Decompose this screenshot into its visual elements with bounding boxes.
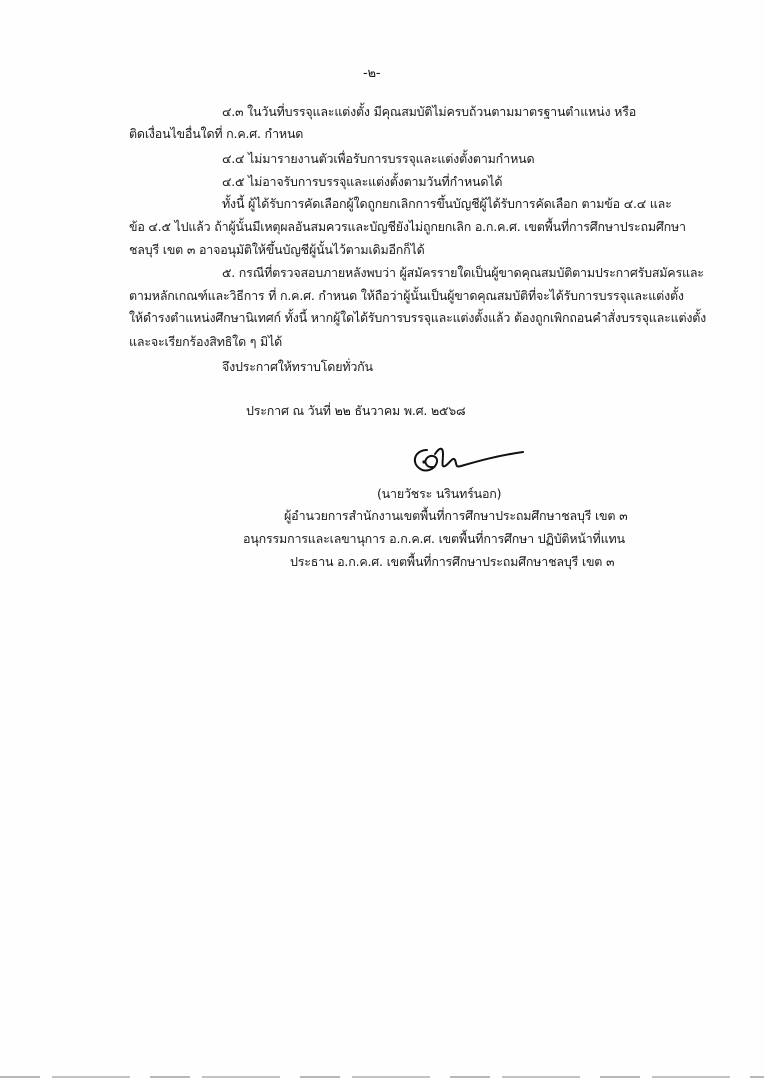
paragraph-line: ๔.๓ ในวันที่บรรจุและแต่งตั้ง มีคุณสมบัติไม่ครบถ้วนตามมาตรฐานตำแหน่ง หรือ: [222, 104, 637, 119]
signatory-title: ประธาน อ.ก.ค.ศ. เขตพื้นที่การศึกษาประถมศึกษาชลบุรี เขต ๓: [290, 554, 615, 569]
signatory-name: (นายวัชระ นรินทร์นอก): [377, 486, 502, 501]
announcement-date: ประกาศ ณ วันที่ ๒๒ ธันวาคม พ.ศ. ๒๕๖๘: [246, 403, 466, 418]
signatory-title: อนุกรรมการและเลขานุการ อ.ก.ค.ศ. เขตพื้นที่การศึกษา ปฏิบัติหน้าที่แทน: [243, 531, 625, 546]
paragraph-line: และจะเรียกร้องสิทธิใด ๆ มิได้: [129, 334, 283, 349]
paragraph-line: ตามหลักเกณฑ์และวิธีการ ที่ ก.ค.ศ. กำหนด ให้ถือว่าผู้นั้นเป็นผู้ขาดคุณสมบัติที่จะได้รับการบรรจุและแต่งตั้ง: [129, 288, 684, 303]
page-number: -๒-: [363, 66, 381, 81]
signatory-title: ผู้อำนวยการสำนักงานเขตพื้นที่การศึกษาประถมศึกษาชลบุรี เขต ๓: [284, 508, 628, 523]
paragraph-line: ทั้งนี้ ผู้ได้รับการคัดเลือกผู้ใดถูกยกเลิกการขึ้นบัญชีผู้ได้รับการคัดเลือก ตามข้อ ๔.๔ และ: [222, 196, 672, 211]
scan-edge-line: [0, 1076, 764, 1078]
announcement-line: จึงประกาศให้ทราบโดยทั่วกัน: [222, 359, 373, 374]
paragraph-line: ข้อ ๔.๕ ไปแล้ว ถ้าผู้นั้นมีเหตุผลอันสมควรและบัญชียังไม่ถูกยกเลิก อ.ก.ค.ศ. เขตพื้นที่การศึกษาประถมศึกษา: [129, 219, 686, 234]
paragraph-line: ให้ดำรงตำแหน่งศึกษานิเทศก์ ทั้งนี้ หากผู้ใดได้รับการบรรจุและแต่งตั้งแล้ว ต้องถูกเพิกถอนคำสั่งบรรจุและแต่งตั้ง: [129, 310, 707, 325]
handwritten-signature: [405, 440, 525, 480]
paragraph-line: ชลบุรี เขต ๓ อาจอนุมัติให้ขึ้นบัญชีผู้นั้นไว้ตามเดิมอีกก็ได้: [129, 242, 425, 257]
paragraph-line: ๔.๕ ไม่อาจรับการบรรจุและแต่งตั้งตามวันที่กำหนดได้: [222, 174, 503, 189]
paragraph-line: ๔.๔ ไม่มารายงานตัวเพื่อรับการบรรจุและแต่งตั้งตามกำหนด: [222, 151, 535, 166]
paragraph-line: ๕. กรณีที่ตรวจสอบภายหลังพบว่า ผู้สมัครรายใดเป็นผู้ขาดคุณสมบัติตามประกาศรับสมัครและ: [222, 265, 704, 280]
paragraph-line: ติดเงื่อนไขอื่นใดที่ ก.ค.ศ. กำหนด: [129, 126, 304, 141]
